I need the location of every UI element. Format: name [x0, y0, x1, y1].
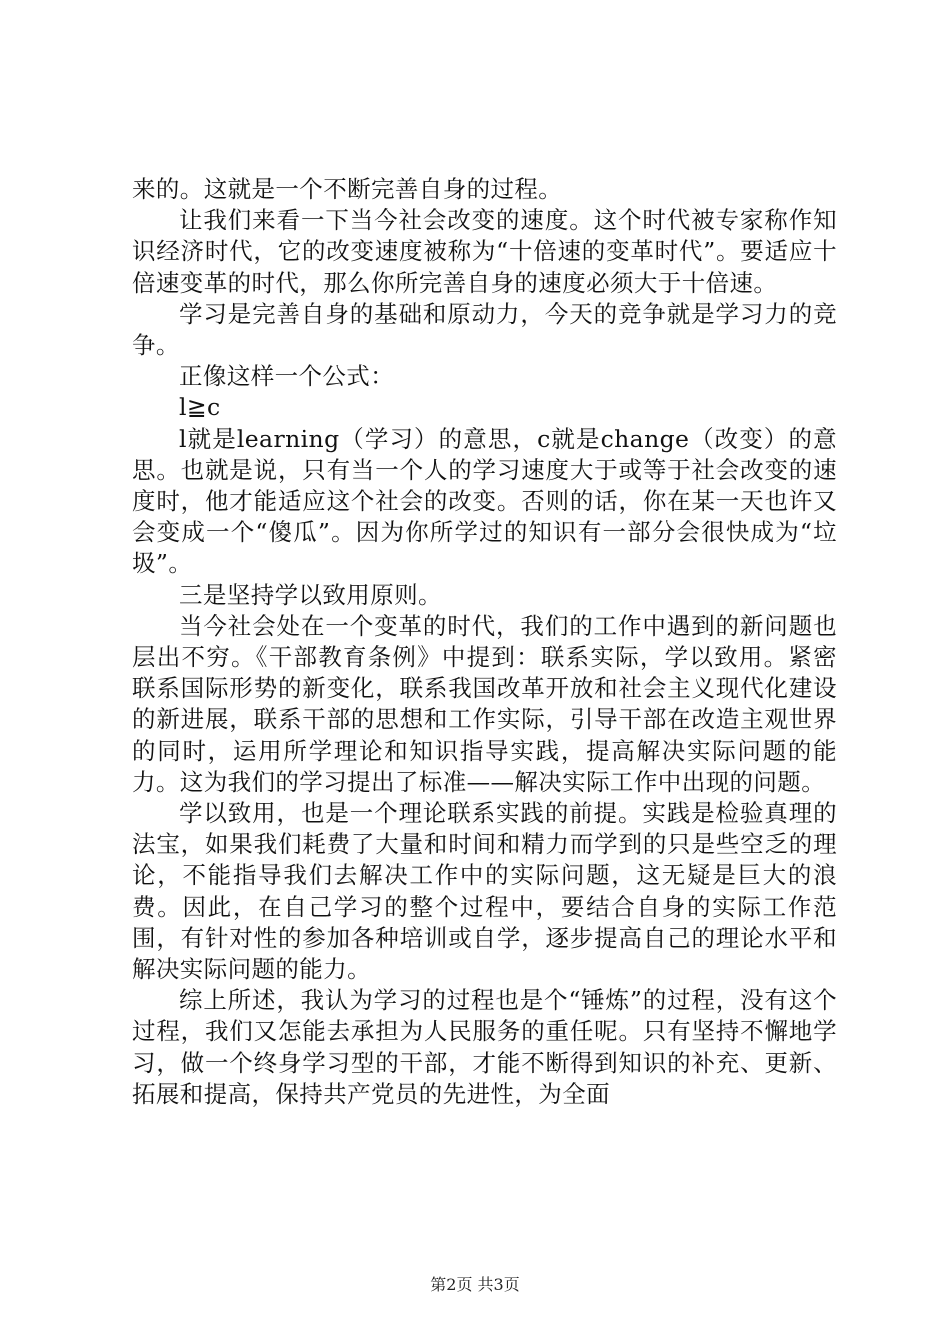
paragraph: 来的。这就是一个不断完善自身的过程。 [132, 175, 563, 203]
page-number-footer: 第2页 共3页 [430, 1275, 520, 1294]
paragraph: 学习是完善自身的基础和原动力，今天的竞争就是学习力的竞争。 [132, 299, 837, 360]
paragraph: 学以致用，也是一个理论联系实践的前提。实践是检验真理的法宝，如果我们耗费了大量和时间和精力而学到的只是些空乏的理论，不能指导我们去解决工作中的实际问题，这无疑是巨大的浪费。因此，在自己学习的整个过程中，要结合自身的实际工作范围，有针对性的参加各种培训或自学，逐步提高自己的理论水平和解决实际问题的能力。 [132, 799, 837, 984]
paragraph: 让我们来看一下当今社会改变的速度。这个时代被专家称作知识经济时代，它的改变速度被称为“十倍速的变革时代”。要适应十倍速变革的时代，那么你所完善自身的速度必须大于十倍速。 [132, 206, 837, 297]
section-heading: 三是坚持学以致用原则。 [179, 580, 442, 609]
paragraph: 综上所述，我认为学习的过程也是个“锤炼”的过程，没有这个过程，我们又怎能去承担为人民服务的重任呢。只有坚持不懈地学习，做一个终身学习型的干部，才能不断得到知识的补充、更新、拓展和提高，保持共产党员的先进性，为全面 [132, 986, 837, 1108]
formula-line: l≧c [179, 393, 221, 422]
paragraph: l就是learning（学习）的意思，c就是change（改变）的意思。也就是说，只有当一个人的学习速度大于或等于社会改变的速度时，他才能适应这个社会的改变。否则的话，你在某一天也许又会变成一个“傻瓜”。因为你所学过的知识有一部分会很快成为“垃圾”。 [132, 424, 837, 578]
paragraph: 当今社会处在一个变革的时代，我们的工作中遇到的新问题也层出不穷。《干部教育条例》中提到：联系实际，学以致用。紧密联系国际形势的新变化，联系我国改革开放和社会主义现代化建设的新进展，联系干部的思想和工作实际，引导干部在改造主观世界的同时，运用所学理论和知识指导实践，提高解决实际问题的能力。这为我们的学习提出了标准——解决实际工作中出现的问题。 [132, 611, 837, 796]
body-text [132, 174, 837, 1110]
paragraph: 正像这样一个公式： [179, 362, 395, 391]
